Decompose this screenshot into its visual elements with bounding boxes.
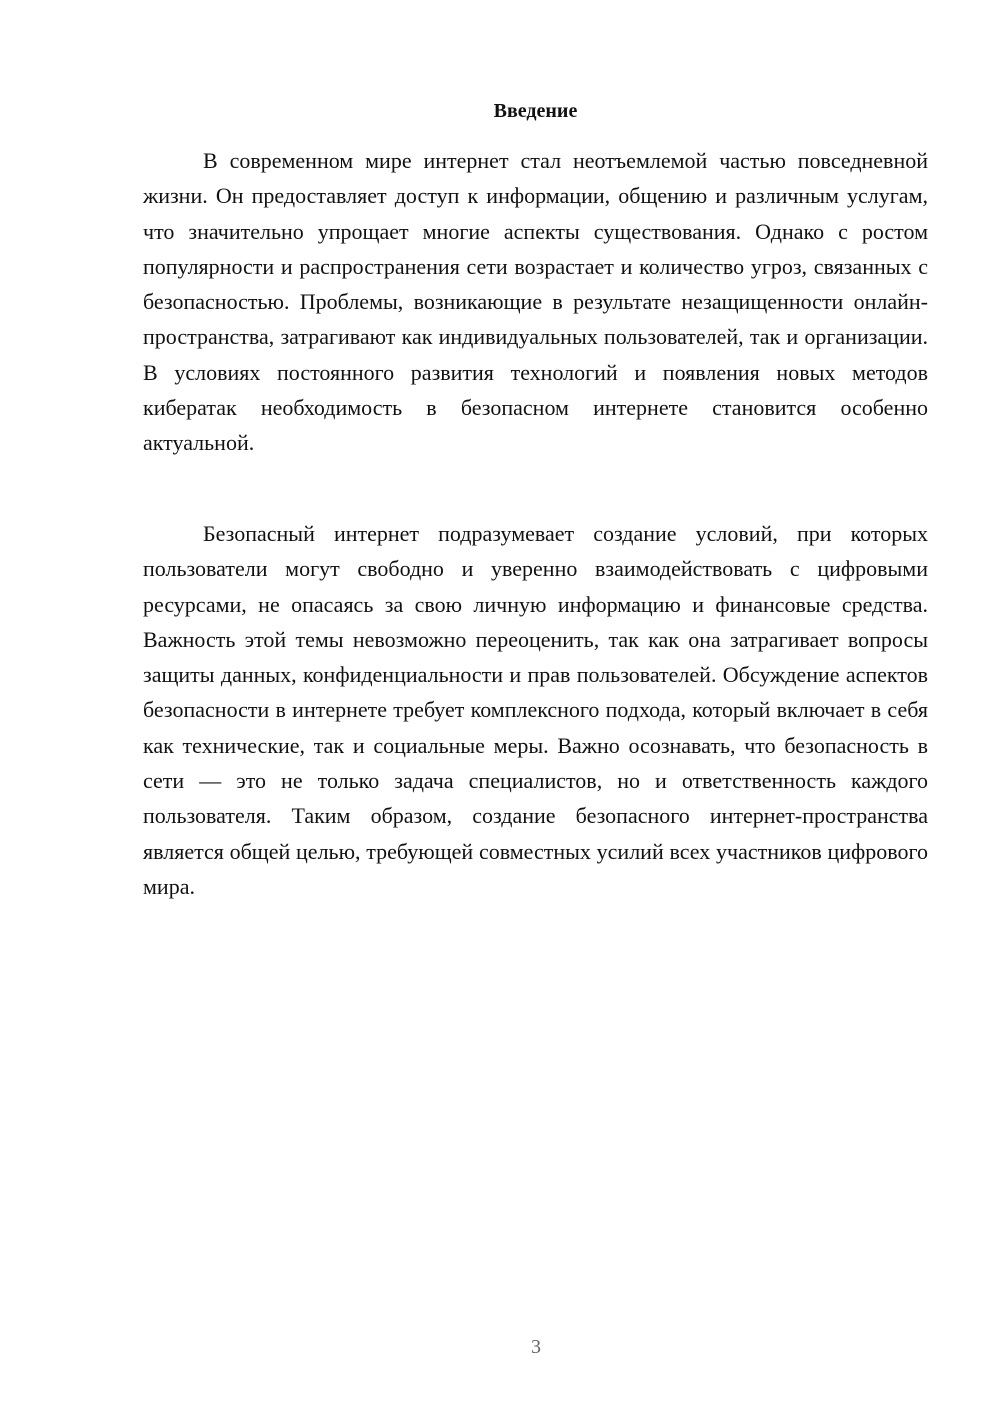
paragraph-intro: В современном мире интернет стал неотъемлемой частью повседневной жизни. Он предоставляет доступ к информации, общению и различным услугам, что значительно упрощает многие аспекты существования. Однако с ростом популярности и распространения сети возрастает и количество угроз, связанных с безопасностью. Проблемы, возникающие в результате незащищенности онлайн-пространства, затрагивают как индивидуальных пользователей, так и организации. В условиях постоянного развития технологий и появления новых методов кибератак необходимость в безопасном интернете становится особенно актуальной. bbox=[143, 148, 928, 456]
paragraph-safe-internet: Безопасный интернет подразумевает создание условий, при которых пользователи могут свободно и уверенно взаимодействовать с цифровыми ресурсами, не опасаясь за свою личную информацию и финансовые средства. Важность этой темы невозможно переоценить, так как она затрагивает вопросы защиты данных, конфиденциальности и прав пользователей. Обсуждение аспектов безопасности в интернете требует комплексного подхода, который включает в себя как технические, так и социальные меры. Важно осознавать, что безопасность в сети — это не только задача специалистов, но и ответственность каждого пользователя. Таким образом, создание безопасного интернет-пространства является общей целью, требующей совместных усилий всех участников цифрового мира. bbox=[143, 521, 928, 899]
page-number: 3 bbox=[531, 1336, 541, 1358]
section-heading: Введение bbox=[493, 100, 578, 122]
